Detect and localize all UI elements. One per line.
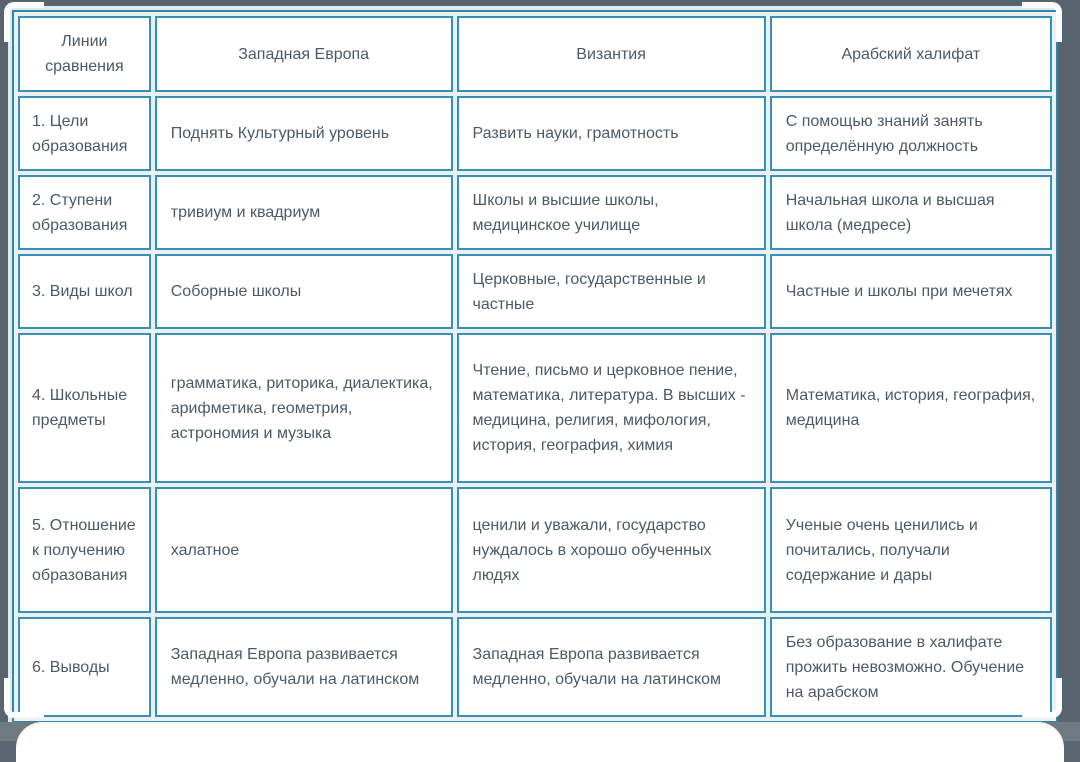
row-label-cell: 5. Отношение к получению образования: [18, 487, 151, 613]
table-row: [18, 617, 1052, 717]
row-label-cell: 4. Школьные предметы: [18, 333, 151, 483]
row-label-cell: 3. Виды школ: [18, 254, 151, 329]
document-sheet: [8, 6, 1058, 722]
table-cell: Западная Европа развивается медленно, обучали на латинском: [155, 617, 453, 717]
table-cell: тривиум и квадриум: [155, 175, 453, 250]
table-cell: грамматика, риторика, диалектика, арифметика, геометрия, астрономия и музыка: [155, 333, 453, 483]
header-cell: Арабский халифат: [770, 16, 1052, 92]
table-cell: Чтение, письмо и церковное пение, математика, литература. В высших - медицина, религия, мифология, история, география, химия: [457, 333, 766, 483]
row-label-cell: 6. Выводы: [18, 617, 151, 717]
row-label-cell: 2. Ступени образования: [18, 175, 151, 250]
table-cell: халатное: [155, 487, 453, 613]
table-cell: Математика, история, география, медицина: [770, 333, 1052, 483]
table-cell: Начальная школа и высшая школа (медресе): [770, 175, 1052, 250]
crop-handle-top-right[interactable]: [1022, 2, 1062, 42]
table-row: [18, 487, 1052, 613]
table-cell: Школы и высшие школы, медицинское училище: [457, 175, 766, 250]
table-cell: Поднять Культурный уровень: [155, 96, 453, 171]
crop-handle-bottom-left[interactable]: [4, 678, 44, 718]
table-cell: Ученые очень ценились и почитались, получали содержание и дары: [770, 487, 1052, 613]
table-cell: Церковные, государственные и частные: [457, 254, 766, 329]
table-cell: Западная Европа развивается медленно, обучали на латинском: [457, 617, 766, 717]
table-row: [18, 96, 1052, 171]
crop-handle-bottom-right[interactable]: [1022, 678, 1062, 718]
table-row: [18, 175, 1052, 250]
table-row: [18, 333, 1052, 483]
table-row: [18, 254, 1052, 329]
table-header-row: [18, 16, 1052, 92]
table-cell: ценили и уважали, государство нуждалось в хорошо обученных людях: [457, 487, 766, 613]
table-cell: Соборные школы: [155, 254, 453, 329]
header-cell: Западная Европа: [155, 16, 453, 92]
comparison-table: [12, 10, 1058, 723]
table-cell: Без образование в халифате прожить невозможно. Обучение на арабском: [770, 617, 1052, 717]
table-cell: С помощью знаний занять определённую должность: [770, 96, 1052, 171]
table-cell: Частные и школы при мечетях: [770, 254, 1052, 329]
bottom-sheet-panel: [16, 722, 1064, 762]
crop-handle-top-left[interactable]: [4, 2, 44, 42]
row-label-cell: 1. Цели образования: [18, 96, 151, 171]
header-cell: Византия: [457, 16, 766, 92]
table-cell: Развить науки, грамотность: [457, 96, 766, 171]
header-cell: Линии сравнения: [18, 16, 151, 92]
